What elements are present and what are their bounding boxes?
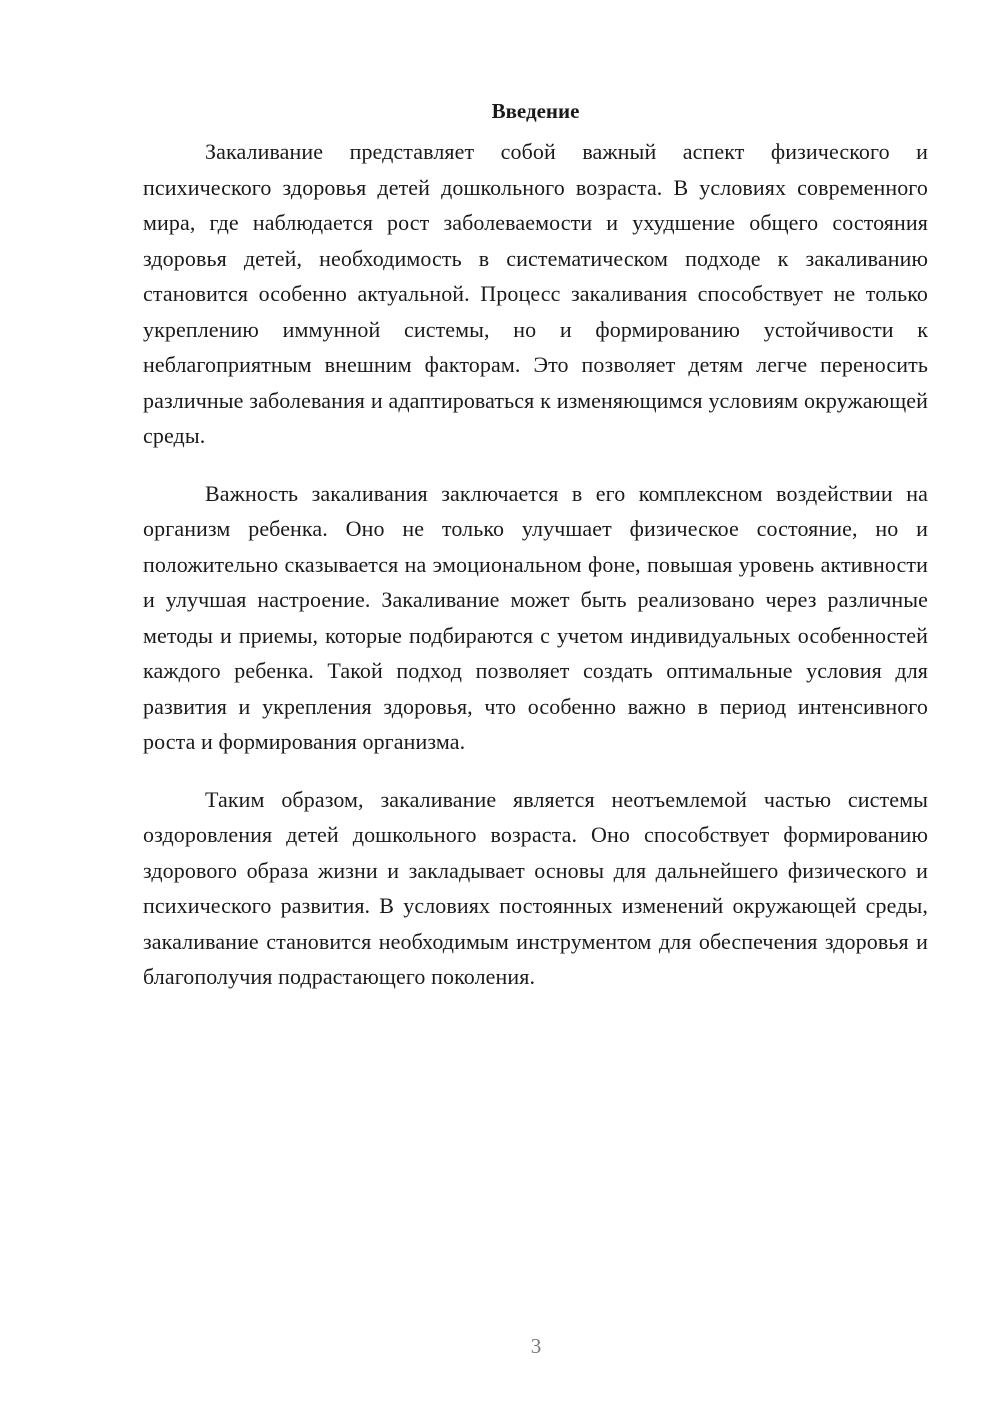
paragraph-2: Важность закаливания заключается в его комплексном воздействии на организм ребенка. Оно не только улучшает физическое состояние, но и положительно сказывается на эмоциональном фоне, повышая уровень активности и улучшая настроение. Закаливание может быть реализовано через различные методы и приемы, которые подбираются с учетом индивидуальных особенностей каждого ребенка. Такой подход позволяет создать оптимальные условия для развития и укрепления здоровья, что особенно важно в период интенсивного роста и формирования организма.	[143, 480, 928, 754]
paragraph-3: Таким образом, закаливание является неотъемлемой частью системы оздоровления детей дошкольного возраста. Оно способствует формированию здорового образа жизни и закладывает основы для дальнейшего физического и психического развития. В условиях постоянных изменений окружающей среды, закаливание становится необходимым инструментом для обеспечения здоровья и благополучия подрастающего поколения.	[143, 786, 928, 989]
page-number: 3	[530, 1334, 542, 1358]
page-content	[143, 96, 928, 1017]
paragraph-1: Закаливание представляет собой важный аспект физического и психического здоровья детей дошкольного возраста. В условиях современного мира, где наблюдается рост заболеваемости и ухудшение общего состояния здоровья детей, необходимость в систематическом подходе к закаливанию становится особенно актуальной. Процесс закаливания способствует не только укреплению иммунной системы, но и формированию устойчивости к неблагоприятным внешним факторам. Это позволяет детям легче переносить различные заболевания и адаптироваться к изменяющимся условиям окружающей среды.	[143, 139, 928, 448]
section-heading: Введение	[491, 99, 580, 123]
